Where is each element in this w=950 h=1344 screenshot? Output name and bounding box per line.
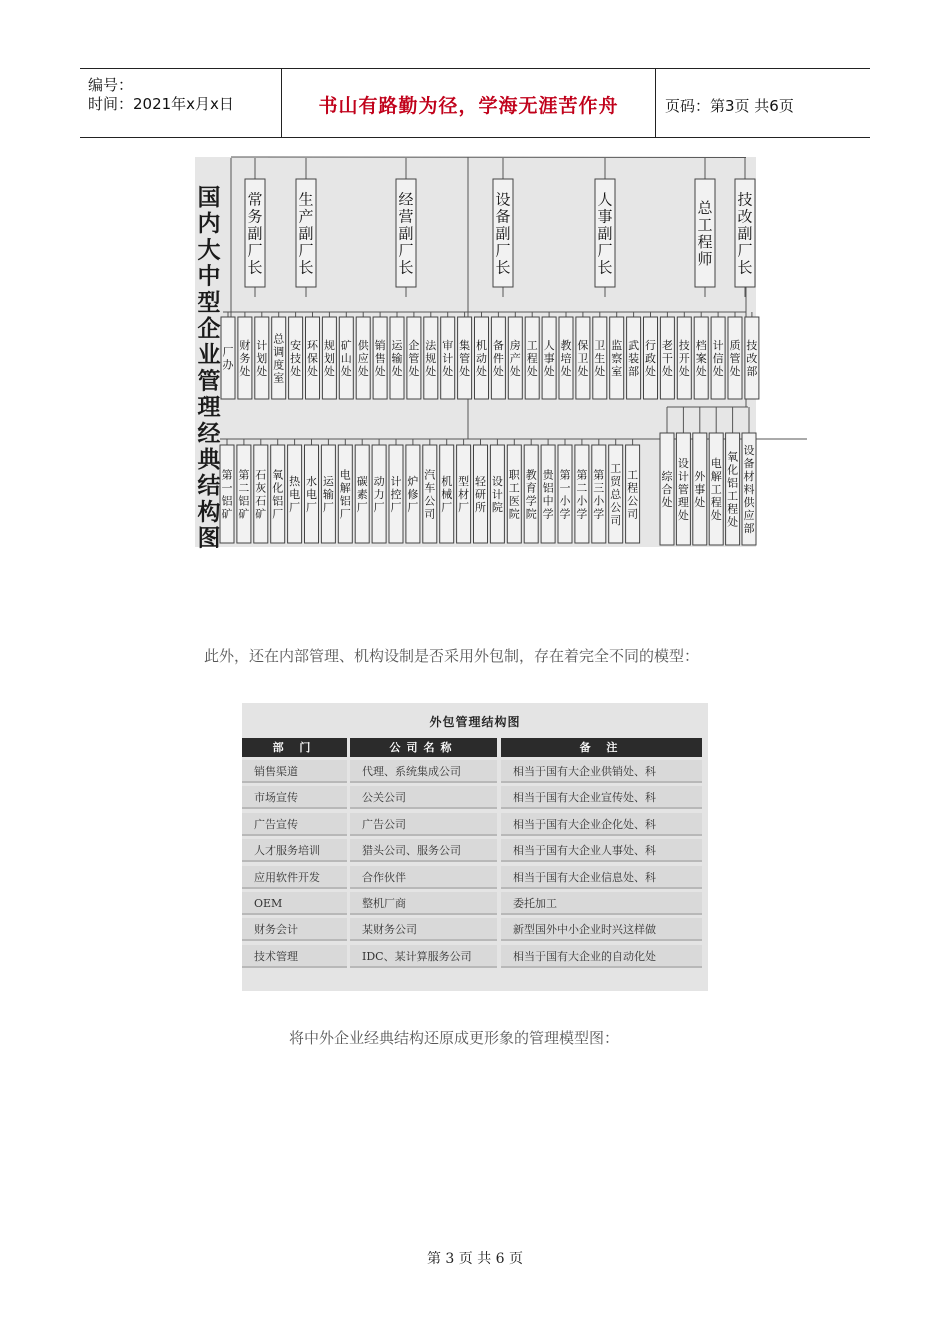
- dept-box-label: 技改部: [746, 339, 758, 379]
- role-box-label: 设备副厂长: [495, 190, 511, 277]
- dept-box-label: 厂办: [222, 345, 234, 372]
- cell-note: 新型国外中小企业时兴这样做: [501, 918, 702, 941]
- sub-unit-box-label: 设计管理处: [677, 457, 689, 523]
- table-row: [242, 760, 708, 783]
- unit-box: [558, 445, 572, 543]
- dept-box: [508, 317, 522, 399]
- dept-box: [339, 317, 353, 399]
- dept-box-label: 总调度室: [273, 332, 285, 385]
- dept-box-label: 矿山处: [340, 339, 352, 379]
- cell-company: 代理、系统集成公司: [350, 760, 497, 783]
- outsourcing-table-title: 外包管理结构图: [429, 715, 521, 729]
- unit-box-label: 水电厂: [306, 475, 317, 515]
- unit-box-label: 电解铝厂: [339, 468, 351, 521]
- dept-box: [390, 317, 404, 399]
- cell-note: 委托加工: [501, 892, 702, 915]
- cell-note: 相当于国有大企业宣传处、科: [501, 786, 702, 809]
- cell-company: 整机厂商: [350, 892, 497, 915]
- dept-box: [525, 317, 539, 399]
- motto: 书山有路勤为径，学海无涯苦作舟: [318, 95, 619, 117]
- dept-box: [238, 317, 252, 399]
- dept-box: [745, 317, 759, 399]
- unit-box-label: 计控厂: [390, 475, 402, 515]
- dept-box: [475, 317, 489, 399]
- header-info-cell: [80, 69, 281, 137]
- unit-box: [440, 445, 454, 543]
- dept-box: [424, 317, 438, 399]
- dept-box: [272, 317, 286, 399]
- unit-box: [355, 445, 369, 543]
- table-row: [242, 813, 708, 836]
- sub-unit-box: [693, 433, 707, 545]
- cell-note: 相当于国有大企业信息处、科: [501, 866, 702, 889]
- dept-box-label: 企管处: [408, 339, 420, 379]
- footer-page-number: 第 3 页 共 6 页: [426, 1251, 524, 1267]
- dept-box: [728, 317, 742, 399]
- cell-dept: 应用软件开发: [242, 866, 347, 889]
- org-chart-image: [195, 157, 758, 552]
- unit-box-label: 碳素厂: [356, 475, 368, 515]
- role-box: [735, 179, 755, 287]
- unit-box-label: 第二小学: [576, 468, 588, 521]
- table-row: [242, 786, 708, 809]
- sub-unit-box-label: 综合处: [661, 470, 673, 510]
- unit-box-label: 贵铝中学: [542, 468, 554, 521]
- dept-box-label: 档案处: [695, 339, 707, 379]
- header-motto-cell: [281, 69, 656, 137]
- unit-box: [321, 445, 335, 543]
- header-page-cell: [655, 69, 870, 137]
- outsourcing-table-image: [242, 703, 708, 991]
- dept-box-label: 计信处: [712, 339, 724, 379]
- dept-box-label: 人事处: [543, 339, 555, 379]
- col-header-note: 备 注: [501, 738, 702, 757]
- dept-box-label: 质管处: [729, 339, 741, 379]
- dept-box: [627, 317, 641, 399]
- unit-box: [406, 445, 420, 543]
- dept-box-label: 计划处: [256, 339, 268, 379]
- role-box-label: 总工程师: [697, 198, 713, 268]
- table-row: [242, 892, 708, 915]
- cell-dept: 销售渠道: [242, 760, 347, 783]
- table-row: [242, 839, 708, 862]
- unit-box: [575, 445, 589, 543]
- dept-box-label: 备件处: [492, 339, 504, 379]
- dept-box-label: 规划处: [323, 339, 335, 379]
- dept-box-label: 老干处: [661, 339, 673, 379]
- unit-box-label: 第三小学: [593, 468, 605, 521]
- dept-box: [542, 317, 556, 399]
- dept-box: [289, 317, 303, 399]
- time-label: 时间：2021年x月x日: [88, 95, 234, 113]
- unit-box-label: 第一铝矿: [221, 468, 233, 521]
- unit-box: [524, 445, 538, 543]
- dept-box-label: 安技处: [290, 339, 302, 379]
- unit-box: [507, 445, 521, 543]
- dept-box: [644, 317, 658, 399]
- unit-box-label: 热电厂: [289, 475, 301, 515]
- unit-box: [237, 445, 251, 543]
- role-box-label: 常务副厂长: [247, 190, 263, 277]
- unit-box-label: 教育学院: [525, 468, 537, 521]
- dept-box-label: 技开处: [678, 339, 690, 379]
- table-row: [242, 945, 708, 968]
- unit-box: [220, 445, 234, 543]
- page-code: 页码：第3页 共6页: [665, 97, 794, 115]
- sub-unit-box-label: 氧化铝工程处: [727, 450, 739, 529]
- unit-box-label: 动力厂: [373, 475, 385, 515]
- unit-box-label: 运输厂: [322, 475, 334, 515]
- unit-box: [457, 445, 471, 543]
- cell-company: 广告公司: [350, 813, 497, 836]
- cell-company: 某财务公司: [350, 918, 497, 941]
- role-box: [296, 179, 316, 287]
- dept-box: [441, 317, 455, 399]
- unit-box: [305, 445, 319, 543]
- dept-box-label: 集管处: [459, 339, 471, 379]
- table-row: [242, 918, 708, 941]
- dept-box: [559, 317, 573, 399]
- cell-company: 合作伙伴: [350, 866, 497, 889]
- dept-box-label: 监察室: [611, 339, 623, 379]
- role-box: [245, 179, 265, 287]
- cell-dept: 市场宣传: [242, 786, 347, 809]
- page-header: [80, 68, 870, 138]
- cell-dept: 人才服务培训: [242, 839, 347, 862]
- sub-unit-box-label: 电解工程处: [710, 457, 722, 523]
- number-label: 编号：: [88, 76, 134, 94]
- role-box: [695, 179, 715, 287]
- table-row: [242, 866, 708, 889]
- sub-unit-box: [726, 433, 740, 545]
- dept-box-label: 教培处: [560, 339, 572, 379]
- dept-box: [593, 317, 607, 399]
- cell-note: 相当于国有大企业供销处、科: [501, 760, 702, 783]
- dept-box-label: 卫生处: [594, 339, 606, 379]
- dept-box: [322, 317, 336, 399]
- unit-box: [626, 445, 640, 543]
- unit-box: [423, 445, 437, 543]
- dept-box-label: 法规处: [425, 339, 437, 379]
- role-box: [493, 179, 513, 287]
- cell-company: IDC、某计算服务公司: [350, 945, 497, 968]
- unit-box-label: 汽车公司: [424, 468, 436, 521]
- sub-unit-box-label: 外事处: [694, 470, 706, 510]
- unit-box-label: 第二铝矿: [238, 468, 250, 521]
- unit-box-label: 氧化铝厂: [272, 468, 284, 521]
- dept-box-label: 运输处: [391, 339, 403, 379]
- dept-box-label: 机动处: [476, 339, 487, 379]
- org-chart-title: 国内大中型企业管理经典结构图: [197, 185, 221, 552]
- unit-box-label: 石灰石矿: [255, 468, 267, 521]
- unit-box: [490, 445, 504, 543]
- unit-box-label: 型材厂: [458, 475, 470, 515]
- dept-box: [576, 317, 590, 399]
- role-box-label: 技改副厂长: [737, 190, 753, 277]
- unit-box: [254, 445, 268, 543]
- dept-box-label: 供应处: [357, 339, 369, 379]
- role-box-label: 生产副厂长: [298, 190, 314, 277]
- col-header-company: 公司名称: [350, 738, 497, 757]
- sub-unit-box-label: 设备材料供应部: [743, 444, 755, 536]
- unit-box-label: 工程公司: [627, 468, 639, 521]
- sub-unit-box: [660, 433, 674, 545]
- dept-box-label: 保卫处: [577, 339, 589, 379]
- col-header-dept: 部 门: [242, 738, 347, 757]
- role-box: [595, 179, 615, 287]
- dept-box-label: 环保处: [307, 339, 318, 379]
- role-box: [396, 179, 416, 287]
- dept-box-label: 销售处: [374, 339, 386, 379]
- unit-box: [271, 445, 285, 543]
- paragraph-model: 将中外企业经典结构还原成更形象的管理模型图：: [289, 1029, 620, 1047]
- dept-box: [356, 317, 370, 399]
- cell-company: 公关公司: [350, 786, 497, 809]
- role-box-label: 人事副厂长: [597, 190, 613, 277]
- sub-unit-box: [709, 433, 723, 545]
- dept-box: [491, 317, 505, 399]
- dept-box-label: 武装部: [628, 339, 640, 379]
- role-box-label: 经营副厂长: [398, 190, 414, 277]
- unit-box: [474, 445, 488, 543]
- sub-unit-box: [742, 433, 756, 545]
- unit-box: [288, 445, 302, 543]
- unit-box-label: 炉修厂: [407, 475, 419, 515]
- dept-box-label: 房产处: [509, 339, 521, 379]
- cell-note: 相当于国有大企业人事处、科: [501, 839, 702, 862]
- dept-box: [711, 317, 725, 399]
- dept-box-label: 财务处: [239, 339, 251, 379]
- cell-dept: 技术管理: [242, 945, 347, 968]
- unit-box: [338, 445, 352, 543]
- dept-box: [255, 317, 269, 399]
- dept-box: [677, 317, 691, 399]
- dept-box: [407, 317, 421, 399]
- dept-box: [221, 317, 235, 399]
- dept-box: [458, 317, 472, 399]
- unit-box-label: 第一小学: [559, 468, 571, 521]
- dept-box: [694, 317, 708, 399]
- page-footer: [0, 1248, 950, 1268]
- cell-dept: OEM: [242, 892, 347, 915]
- dept-box: [610, 317, 624, 399]
- cell-note: 相当于国有大企业的自动化处: [501, 945, 702, 968]
- cell-dept: 财务会计: [242, 918, 347, 941]
- dept-box-label: 行政处: [645, 339, 656, 379]
- unit-box-label: 机械厂: [441, 475, 453, 515]
- unit-box-label: 工贸总公司: [610, 462, 622, 528]
- dept-box-label: 工程处: [526, 339, 538, 379]
- unit-box-label: 设计院: [491, 475, 503, 515]
- unit-box-label: 职工医院: [508, 468, 520, 521]
- cell-company: 猎头公司、服务公司: [350, 839, 497, 862]
- unit-box: [609, 445, 623, 543]
- unit-box-label: 轻研所: [475, 475, 486, 515]
- dept-box-label: 审计处: [442, 339, 454, 379]
- paragraph-outsourcing: 此外，还在内部管理、机构设制是否采用外包制，存在着完全不同的模型：: [204, 647, 700, 665]
- dept-box: [660, 317, 674, 399]
- dept-box: [306, 317, 320, 399]
- unit-box: [592, 445, 606, 543]
- unit-box: [372, 445, 386, 543]
- cell-note: 相当于国有大企业企化处、科: [501, 813, 702, 836]
- sub-unit-box: [676, 433, 690, 545]
- cell-dept: 广告宣传: [242, 813, 347, 836]
- unit-box: [541, 445, 555, 543]
- dept-box: [373, 317, 387, 399]
- unit-box: [389, 445, 403, 543]
